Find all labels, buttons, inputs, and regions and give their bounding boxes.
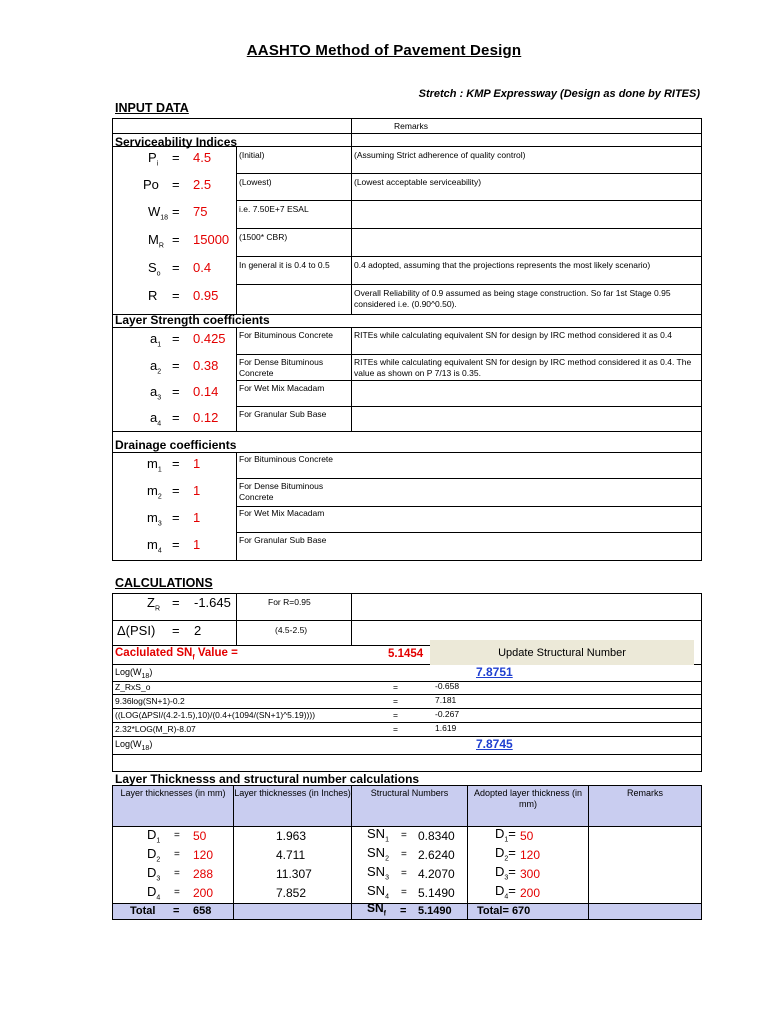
calc-line-equals: = — [393, 724, 398, 734]
layer-coeff-equals: = — [172, 331, 180, 346]
lt-mm-value: 288 — [193, 867, 214, 881]
lt-inch-value: 1.963 — [276, 829, 307, 843]
param-value: 4.5 — [193, 150, 212, 165]
calc-line-label: Z_RxS_o — [115, 682, 151, 692]
calc-line-label: ((LOG(ΔPSI/(4.2-1.5),10)/(0.4+(1094/(SN+1)^5.19)))) — [115, 710, 316, 720]
drainage-value: 1 — [193, 456, 201, 471]
param-value: 75 — [193, 204, 208, 219]
param-symbol: $W_{18}$ — [148, 204, 169, 222]
stretch-label: Stretch : KMP Expressway (Design as done by RITES) — [418, 88, 700, 100]
param-note: (1500* CBR) — [239, 232, 288, 242]
lt-adopted-value: 120 — [520, 848, 541, 862]
layer-coeff-equals: = — [172, 358, 180, 373]
lt-sn-symbol: $SN_3$ — [367, 864, 389, 882]
drainage-note: For Bituminous Concrete — [239, 454, 334, 464]
input-data-heading: INPUT DATA — [115, 101, 189, 115]
calc-line-equals: = — [393, 682, 398, 692]
layer-strength-heading: Layer Strength coefficients — [115, 313, 270, 327]
drainage-equals: = — [172, 510, 180, 525]
layer-coeff-symbol: $a_2$ — [150, 358, 162, 376]
lt-header-adopted: Adopted layer thickness (in mm) — [473, 788, 583, 809]
layer-coeff-note: For Granular Sub Base — [239, 409, 327, 419]
lt-d-symbol: $D_3$ — [147, 865, 161, 883]
layer-coeff-symbol: $a_3$ — [150, 384, 162, 402]
lt-d-symbol: $D_1$ — [147, 827, 161, 845]
total-sn-value: 5.1490 — [418, 905, 452, 917]
lt-adopted-value: 300 — [520, 867, 541, 881]
lt-sn-symbol: $SN_2$ — [367, 845, 389, 863]
param-remark: (Lowest acceptable serviceability) — [354, 177, 482, 187]
update-structural-number-button[interactable]: Update Structural Number — [430, 640, 694, 665]
calculated-sn-value: 5.1454 — [388, 648, 424, 660]
lt-mm-value: 200 — [193, 886, 214, 900]
lt-adopted-value: 200 — [520, 886, 541, 900]
lt-equals: = — [174, 830, 180, 841]
lt-adopted-symbol: $D_1=$ — [495, 826, 516, 844]
lt-sn-equals: = — [401, 887, 407, 898]
param-value: 2.5 — [193, 177, 212, 192]
lt-sn-value: 4.2070 — [418, 867, 455, 881]
total-adopted: Total= 670 — [477, 905, 531, 917]
param-symbol: $P_i$ — [148, 150, 159, 168]
param-value: 0.95 — [193, 288, 219, 303]
calc-line-value: -0.658 — [435, 681, 460, 691]
lt-header-mm: Layer thicknesses (in mm) — [120, 788, 226, 798]
layer-coeff-symbol: $a_1$ — [150, 331, 162, 349]
total-sn-equals: = — [400, 905, 407, 917]
layer-coeff-remark: RITEs while calculating equivalent SN for design by IRC method considered it as 0.4 — [354, 330, 672, 340]
lt-adopted-symbol: $D_4=$ — [495, 883, 516, 901]
lt-sn-symbol: $SN_1$ — [367, 826, 389, 844]
page-title: AASHTO Method of Pavement Design — [246, 42, 522, 59]
drainage-note: For Granular Sub Base — [239, 535, 327, 545]
total-sn-symbol: $SN_f$ — [367, 901, 387, 918]
param-symbol: $M_R$ — [148, 232, 164, 250]
param-remark: 0.4 adopted, assuming that the projections represents the most likely scenario) — [354, 260, 651, 270]
param-equals: = — [172, 260, 180, 275]
dpsi-equals: = — [172, 623, 180, 638]
dpsi-value: 2 — [194, 623, 202, 638]
lt-sn-value: 2.6240 — [418, 848, 455, 862]
lt-adopted-symbol: $D_2=$ — [495, 845, 516, 863]
calculations-heading: CALCULATIONS — [115, 576, 213, 590]
calculated-sn-label: Caclulated $SN_f$ Value = — [115, 647, 238, 662]
layer-coeff-note: For Wet Mix Macadam — [239, 383, 325, 393]
param-note: In general it is 0.4 to 0.5 — [239, 260, 330, 270]
serviceability-heading: Serviceability Indices — [115, 135, 238, 149]
zr-symbol: $Z_R$ — [147, 595, 161, 613]
layer-coeff-value: 0.38 — [193, 358, 219, 373]
lt-sn-equals: = — [401, 868, 407, 879]
layer-coeff-note: For Bituminous Concrete — [239, 330, 334, 340]
lt-adopted-value: 50 — [520, 829, 534, 843]
calc-line-value: 1.619 — [435, 723, 457, 733]
lt-d-symbol: $D_2$ — [147, 846, 161, 864]
lt-mm-value: 50 — [193, 829, 207, 843]
dpsi-symbol: Δ(PSI) — [117, 623, 156, 638]
total-label: Total — [130, 905, 156, 917]
param-equals: = — [172, 150, 180, 165]
lt-equals: = — [174, 887, 180, 898]
calc-line-label: 2.32*LOG(M_R)-8.07 — [115, 724, 196, 734]
log-w18-label-2: $Log(W_{18})$ — [115, 739, 153, 752]
param-note: i.e. 7.50E+7 ESAL — [239, 204, 309, 214]
drainage-value: 1 — [193, 510, 201, 525]
lt-sn-value: 0.8340 — [418, 829, 455, 843]
param-equals: = — [172, 288, 180, 303]
lt-mm-value: 120 — [193, 848, 214, 862]
layer-coeff-value: 0.14 — [193, 384, 219, 399]
layer-coeff-symbol: $a_4$ — [150, 410, 162, 428]
lt-sn-symbol: $SN_4$ — [367, 883, 389, 901]
layer-coeff-value: 0.12 — [193, 410, 219, 425]
drainage-symbol: $m_3$ — [147, 510, 162, 528]
lt-sn-equals: = — [401, 849, 407, 860]
lt-inch-value: 4.711 — [276, 848, 306, 862]
lt-inch-value: 7.852 — [276, 886, 307, 900]
total-equals: = — [173, 905, 180, 917]
drainage-value: 1 — [193, 483, 201, 498]
drainage-note: For Wet Mix Macadam — [239, 508, 325, 518]
param-note: (Initial) — [239, 150, 265, 160]
calc-line-value: 7.181 — [435, 695, 457, 705]
drainage-equals: = — [172, 537, 180, 552]
lt-inch-value: 11.307 — [276, 867, 312, 881]
drainage-symbol: $m_4$ — [147, 537, 162, 555]
param-equals: = — [172, 204, 180, 219]
lt-sn-equals: = — [401, 830, 407, 841]
param-symbol: $S_o$ — [148, 260, 161, 278]
log-w18-label: $Log(W_{18})$ — [115, 667, 153, 680]
lt-equals: = — [174, 868, 180, 879]
log-w18-value-2: 7.8745 — [476, 737, 513, 751]
param-equals: = — [172, 177, 180, 192]
lt-header-remarks: Remarks — [626, 788, 663, 798]
layer-coeff-remark: RITEs while calculating equivalent SN for design by IRC method considered it as 0.4. The value as shown on P 7/13 is 0.35. — [354, 357, 692, 378]
layer-coeff-note: For Dense Bituminous Concrete — [239, 357, 324, 378]
param-remark: (Assuming Strict adherence of quality control) — [354, 150, 526, 160]
param-note: (Lowest) — [239, 177, 272, 187]
drainage-symbol: $m_1$ — [147, 456, 162, 474]
calc-line-equals: = — [393, 710, 398, 720]
lt-header-inches: Layer thicknesses (in Inches) — [234, 788, 351, 798]
layer-coeff-equals: = — [172, 410, 180, 425]
drainage-value: 1 — [193, 537, 201, 552]
calc-line-value: -0.267 — [435, 709, 460, 719]
lt-header-sn: Structural Numbers — [370, 788, 449, 798]
param-value: 15000 — [193, 232, 230, 247]
calc-line-label: 9.36log(SN+1)-0.2 — [115, 696, 185, 706]
drainage-note: For Dense Bituminous Concrete — [239, 481, 324, 502]
drainage-equals: = — [172, 483, 180, 498]
param-remark: Overall Reliability of 0.9 assumed as being stage construction. So far 1st Stage 0.95 considered i.e. (0.90^0.50). — [354, 288, 671, 309]
layer-coeff-equals: = — [172, 384, 180, 399]
lt-adopted-symbol: $D_3=$ — [495, 864, 516, 882]
param-value: 0.4 — [193, 260, 212, 275]
layer-thickness-heading: Layer Thicknesss and structural number calculations — [115, 772, 420, 786]
total-value: 658 — [193, 905, 212, 917]
remarks-header: Remarks — [394, 121, 429, 131]
drainage-equals: = — [172, 456, 180, 471]
drainage-heading: Drainage coefficients — [115, 438, 237, 452]
dpsi-note: (4.5-2.5) — [275, 625, 308, 635]
layer-coeff-value: 0.425 — [193, 331, 226, 346]
param-symbol: Po — [143, 177, 159, 192]
lt-equals: = — [174, 849, 180, 860]
param-equals: = — [172, 232, 180, 247]
calc-line-equals: = — [393, 696, 398, 706]
lt-sn-value: 5.1490 — [418, 886, 455, 900]
drainage-symbol: $m_2$ — [147, 483, 162, 501]
zr-note: For R=0.95 — [268, 597, 311, 607]
zr-equals: = — [172, 595, 180, 610]
param-symbol: R — [148, 288, 158, 303]
log-w18-value: 7.8751 — [476, 665, 513, 679]
lt-d-symbol: $D_4$ — [147, 884, 161, 902]
zr-value: -1.645 — [194, 595, 231, 610]
